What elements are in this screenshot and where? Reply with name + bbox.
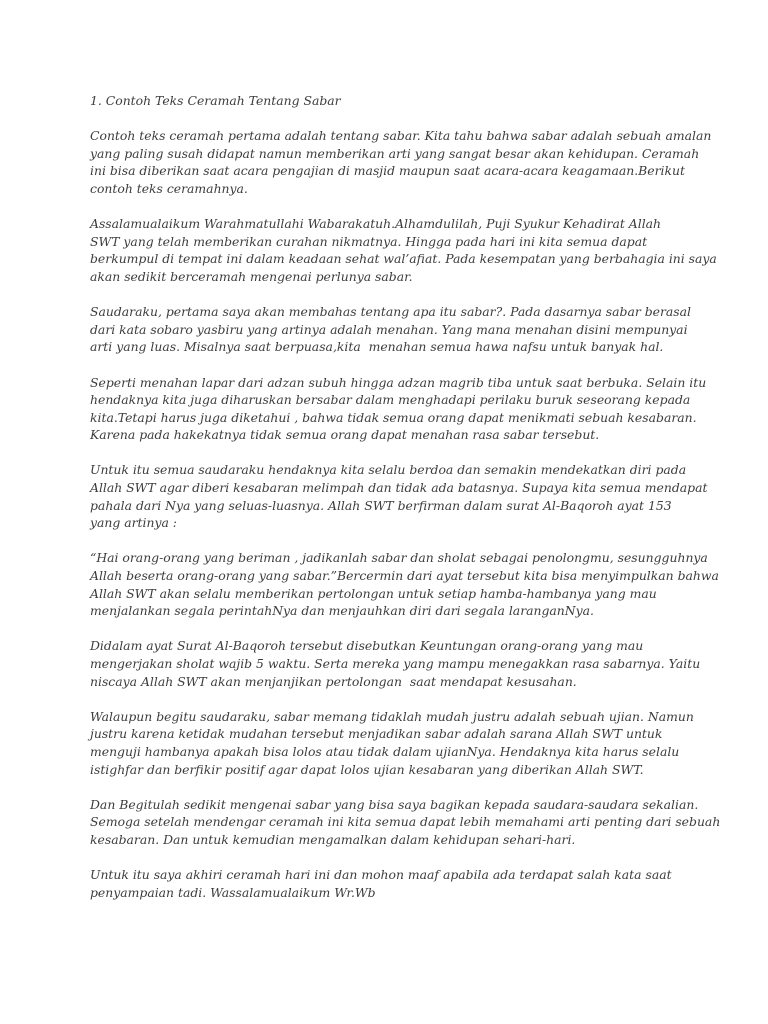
text-line: Allah SWT agar diberi kesabaran melimpah dan tidak ada batasnya. Supaya kita semua mendapat: [90, 480, 708, 496]
document-body: [90, 92, 721, 919]
paragraph: [90, 215, 717, 285]
text-line: Allah beserta orang-orang yang sabar.”Bercermin dari ayat tersebut kita bisa menyimpulkan bahwa: [90, 568, 719, 584]
paragraph: [90, 374, 707, 444]
text-line: hendaknya kita juga diharuskan bersabar dalam menghadapi perilaku buruk seseorang kepada: [90, 392, 691, 408]
paragraph: [90, 549, 719, 619]
text-line: mengerjakan sholat wajib 5 waktu. Serta mereka yang mampu menegakkan rasa sabarnya. Yaitu: [90, 656, 701, 671]
text-line: pahala dari Nya yang seluas-luasnya. Allah SWT berfirman dalam surat Al-Baqoroh ayat 153: [90, 497, 672, 513]
paragraph: [90, 637, 701, 690]
text-line: istighfar dan berfikir positif agar dapat lolos ujian kesabaran yang diberikan Allah SWT.: [90, 761, 644, 777]
document-title: 1. Contoh Teks Ceramah Tentang Sabar: [90, 93, 341, 108]
text-line: Saudaraku, pertama saya akan membahas tentang apa itu sabar?. Pada dasarnya sabar berasal: [90, 304, 692, 320]
text-line: Contoh teks ceramah pertama adalah tentang sabar. Kita tahu bahwa sabar adalah sebuah amalan: [90, 128, 712, 144]
text-line: Untuk itu semua saudaraku hendaknya kita selalu berdoa dan semakin mendekatkan diri pada: [90, 462, 687, 478]
text-line: Dan Begitulah sedikit mengenai sabar yang bisa saya bagikan kepada saudara-saudara sekalian.: [90, 796, 699, 812]
paragraph: [90, 461, 708, 531]
text-line: ini bisa diberikan saat acara pengajian di masjid maupun saat acara-acara keagamaan.Berikut: [90, 163, 685, 179]
text-line: Didalam ayat Surat Al-Baqoroh tersebut disebutkan Keuntungan orang-orang yang mau: [90, 638, 644, 654]
paragraph: [90, 708, 694, 778]
text-line: yang artinya :: [90, 515, 177, 531]
text-line: dari kata sobaro yasbiru yang artinya adalah menahan. Yang mana menahan disini mempunyai: [90, 321, 688, 337]
text-line: menjalankan segala perintahNya dan menjauhkan diri dari segala laranganNya.: [90, 603, 594, 619]
text-line: niscaya Allah SWT akan menjanjikan pertolongan saat mendapat kesusahan.: [90, 673, 577, 689]
text-line: Untuk itu saya akhiri ceramah hari ini dan mohon maaf apabila ada terdapat salah kata saat: [90, 867, 672, 883]
text-line: Assalamualaikum Warahmatullahi Wabarakatuh.Alhamdulilah, Puji Syukur Kehadirat Allah: [90, 216, 662, 232]
text-line: akan sedikit berceramah mengenai perlunya sabar.: [90, 268, 413, 284]
text-line: “Hai orang-orang yang beriman , jadikanlah sabar dan sholat sebagai penolongmu, sesungguhnya: [90, 550, 708, 566]
paragraph: [90, 796, 721, 849]
text-line: Semoga setelah mendengar ceramah ini kita semua dapat lebih memahami arti penting dari sebuah: [90, 814, 721, 830]
text-line: kesabaran. Dan untuk kemudian mengamalkan dalam kehidupan sehari-hari.: [90, 831, 576, 847]
text-line: Walaupun begitu saudaraku, sabar memang tidaklah mudah justru adalah sebuah ujian. Namun: [90, 708, 694, 724]
text-line: Allah SWT akan selalu memberikan pertolongan untuk setiap hamba-hambanya yang mau: [90, 585, 657, 601]
text-line: berkumpul di tempat ini dalam keadaan sehat wal’afiat. Pada kesempatan yang berbahagia ini saya: [90, 251, 717, 267]
paragraph: [90, 866, 680, 901]
text-line: Karena pada hakekatnya tidak semua orang dapat menahan rasa sabar tersebut.: [90, 427, 600, 443]
text-line: penyampaian tadi. Wassalamualaikum Wr.Wb: [90, 884, 376, 900]
text-line: kita.Tetapi harus juga diketahui , bahwa tidak semua orang dapat menikmati sebuah kesabaran.: [90, 409, 697, 425]
text-line: SWT yang telah memberikan curahan nikmatnya. Hingga pada hari ini kita semua dapat: [90, 233, 648, 249]
text-line: justru karena ketidak mudahan tersebut menjadikan sabar adalah sarana Allah SWT untuk: [90, 726, 663, 742]
text-line: menguji hambanya apakah bisa lolos atau tidak dalam ujianNya. Hendaknya kita harus selalu: [90, 743, 680, 759]
text-line: Seperti menahan lapar dari adzan subuh hingga adzan magrib tiba untuk saat berbuka. Selain itu: [90, 374, 707, 390]
text-line: arti yang luas. Misalnya saat berpuasa,kita menahan semua hawa nafsu untuk banyak hal.: [90, 339, 664, 355]
paragraph: [90, 303, 692, 356]
paragraph: [90, 127, 712, 197]
paragraph-list: [90, 127, 721, 901]
text-line: yang paling susah didapat namun memberikan arti yang sangat besar akan kehidupan. Ceramah: [90, 145, 700, 161]
text-line: contoh teks ceramahnya.: [90, 180, 248, 196]
